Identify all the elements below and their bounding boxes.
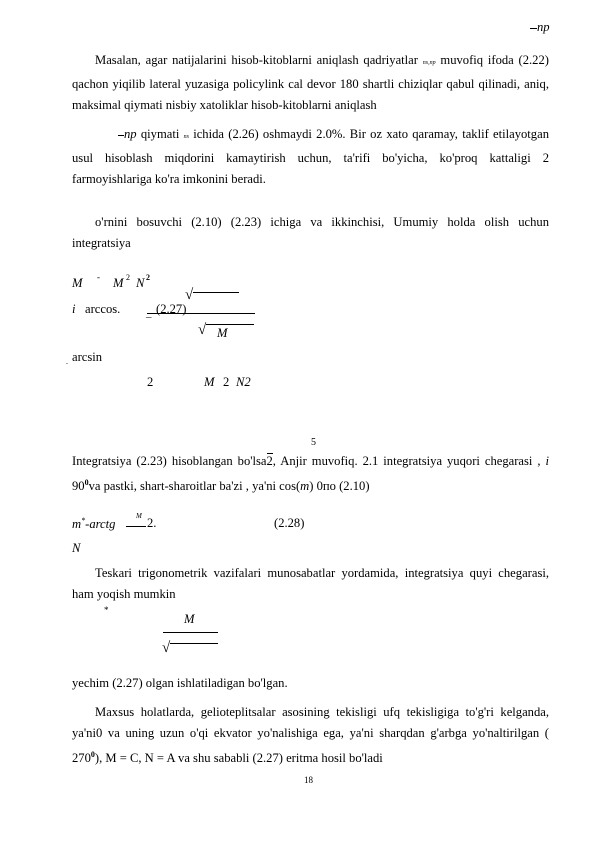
paragraph-6: yechim (2.27) olgan ishlatiladigan bo'lgan. [72,676,288,690]
p4-i: i [545,454,550,468]
p4-text-d: ) 0по (2.10) [309,479,370,494]
f227-N: N [136,276,145,290]
paragraph-1 [72,50,549,116]
paragraph-3: o'rnini bosuvchi (2.10) (2.23) ichiga va ikkinchisi, Umumiy holda olish uchun integratsiya [72,215,549,250]
f227-dot: - [97,272,100,282]
paragraph-7 [72,702,549,769]
header-np-text: np [537,20,550,34]
p4-m: m [300,479,310,494]
p7-text-b: ), M = C, N = A va shu sababli (2.27) eritma hosil bo'ladi [94,751,383,766]
f227-sup2: 2 [126,273,130,282]
f228-lhs: m*-arctg [72,516,116,532]
p2-prefix: np [118,127,137,141]
formula-sqrt: √ [162,640,171,656]
f228-frac-top: M [136,512,142,520]
f227-two: 2 [147,375,154,389]
f227-arcsin: arcsin [72,350,103,364]
p2-text-a: qiymati [140,127,180,141]
paragraph-5: Teskari trigonometrik vazifalari munosabatlar yordamida, integratsiya quyi chegarasi, ham yoqish mumkin [72,566,549,601]
f227-bullet: . [66,357,68,366]
f228-frac-bar [126,526,146,527]
f227-sqrt-top: √ [185,287,194,303]
p4-deg: 90 [72,479,85,494]
formula-frac-bar [163,632,218,633]
f228-two: 2. [147,516,157,530]
f227-M2: M [113,276,124,290]
f227-supN: 2 [146,273,150,282]
f228-label: (2.28) [274,516,305,530]
p4-text-c: va pastki, shart-sharoitlar ba'zi , ya'ni cos( [88,479,301,494]
f227-dash: – [146,311,152,323]
page-number: 18 [304,775,313,785]
p2-subscript: ns [183,134,189,140]
p4-frac: 2 [266,454,273,468]
f227-N-bottom: N2 [236,375,251,389]
f227-i: i [72,302,76,316]
f227-sqrt-bar-top [193,292,239,293]
p4-sup0: 0 [84,478,89,487]
f227-M: M [72,276,83,290]
f227-label: (2.27) [156,302,187,316]
f227-arccos: arccos. [85,302,121,316]
f227-frac-bar [147,313,255,314]
f227-M-bottom: M [204,375,215,389]
f227-two-b: 2 [223,375,230,389]
p1-subscript: ns,np [422,60,436,66]
p4-text-a: Integratsiya (2.23) hisoblangan bo'lsa [72,454,267,468]
f227-sqrt-bottom: √ [198,322,207,338]
p2-text-b: ichida (2.26) oshmaydi 2.0%. Bir oz xato qaramay, taklif etilayotgan usul hisoblash miqdorini kamaytirish uchun, ta'rifi bo'yicha, ko'proq kattaligi 2 farmoyishlariga ko'ra imkonini beradi. [72,127,549,186]
header-np-fragment [530,20,550,35]
star-2: * [104,605,109,615]
formula-M: M [184,612,195,626]
formula-sqrt-bar [170,643,218,644]
paragraph-4 [72,451,549,497]
f228-N: N [72,541,81,555]
p1-text-b: muvofiq ifoda (2.22) qachon yiqilib lateral yuzasiga policylink cal devor 180 shartli chiziqlar qabul qilinadi, aniq, maksimal qiymati nisbiy xatoliklar hisob-kitoblarni aniqlash [72,53,549,112]
p4-text-b: , Anjir muvofiq. 2.1 integratsiya yuqori chegarasi , [272,454,541,468]
p1-text-a: Masalan, agar natijalarini hisob-kitoblarni aniqlash qadriyatlar [95,53,418,67]
p7-text-a: Maxsus holatlarda, gelioteplitsalar asosining tekisligi ufq tekisligiga to'g'ri kelganda, ya'ni0 va uning uzun o'qi ekvator yo'nalishiga ega, ya'ni sharqdan g'arbga yo'naltirilgan ( 270 [72,705,549,766]
f227-sqrt-bar-bottom [206,324,254,325]
p7-sup0: 0 [90,750,95,759]
fraction-five: 5 [311,437,316,448]
f227-M-root: M [217,326,228,340]
paragraph-2 [72,124,549,190]
header-dash [530,28,537,29]
